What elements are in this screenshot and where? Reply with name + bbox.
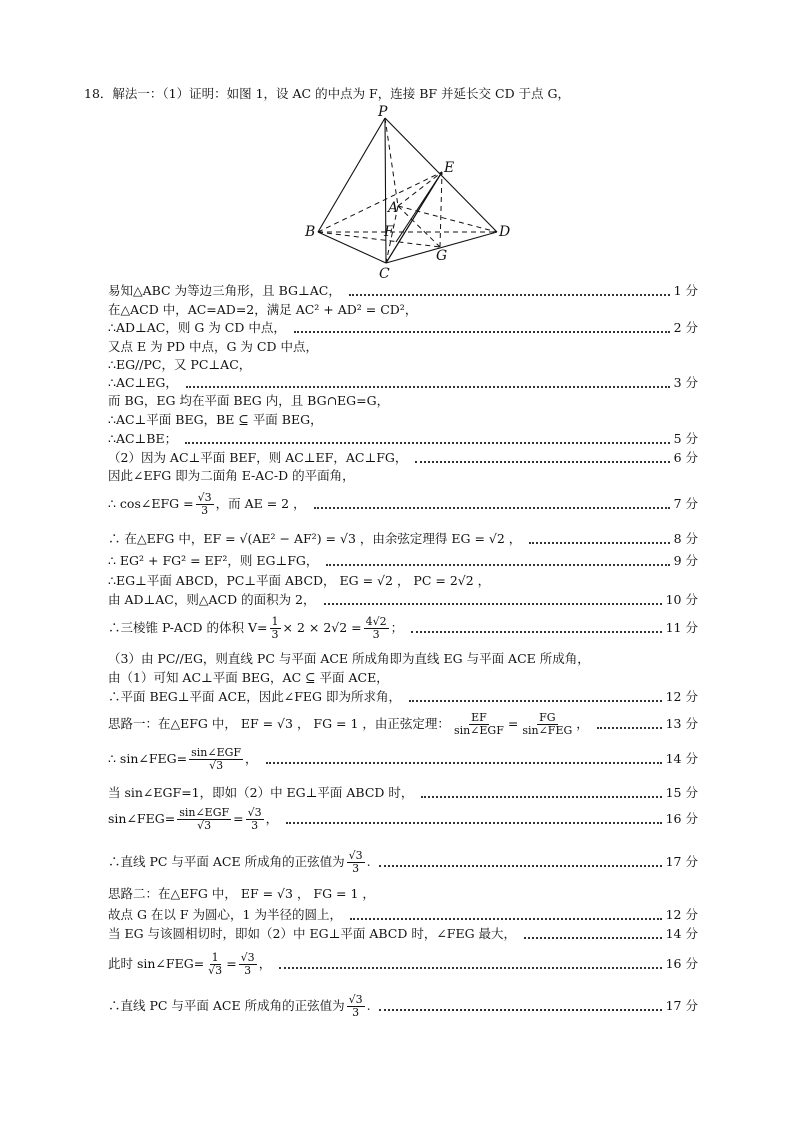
solution-line: 又点 E 为 PD 中点，G 为 CD 中点， xyxy=(108,339,318,354)
solution-line: 由（1）可知 AC⊥平面 BEG，AC ⊆ 平面 ACE， xyxy=(108,670,389,685)
solution-line: sin∠FEG= $\frac{\text{sin∠EGF}}{√3}$ = $\frac{√3}{3}$ ， 16 分 xyxy=(108,805,698,832)
fraction: $\frac{1}{3}$ xyxy=(271,614,279,641)
solution-line: ∴AD⊥AC，则 G 为 CD 中点， 2 分 xyxy=(108,320,698,335)
fraction: $\frac{1}{√3}$ xyxy=(208,950,223,977)
label-D: D xyxy=(499,224,511,240)
label-B: B xyxy=(305,224,316,240)
solution-line: 因此∠EFG 即为二面角 E-AC-D 的平面角， xyxy=(108,468,355,483)
solution-line: （3）由 PC//EG，则直线 PC 与平面 ACE 所成角即为直线 EG 与平面 ACE 所成角， xyxy=(108,651,590,666)
solution-line: ∴AC⊥BE； 5 分 xyxy=(108,431,698,446)
score: 12 分 xyxy=(665,907,698,922)
fraction: $\frac{√3}{3}$ xyxy=(247,805,262,832)
solution-line: ∴EG//PC，又 PC⊥AC， xyxy=(108,357,252,372)
leader-dots xyxy=(185,442,669,444)
label-G: G xyxy=(436,248,448,264)
solution-line: 易知△ABC 为等边三角形，且 BG⊥AC， 1 分 xyxy=(108,283,698,298)
score: 6 分 xyxy=(673,450,698,465)
fraction: $\frac{√3}{3}$ xyxy=(348,848,363,875)
leader-dots xyxy=(524,937,662,939)
label-C: C xyxy=(379,266,390,280)
leader-dots xyxy=(286,822,661,824)
leader-dots xyxy=(266,762,662,764)
score: 2 分 xyxy=(673,320,698,335)
leader-dots xyxy=(415,461,669,463)
score: 14 分 xyxy=(665,926,698,941)
leader-dots xyxy=(529,542,669,544)
score: 16 分 xyxy=(665,956,698,971)
score: 12 分 xyxy=(665,689,698,704)
solution-line: ∴ cos∠EFG = $\frac{√3}{3}$ ，而 AE = 2 ， 7 分 xyxy=(108,490,698,517)
score: 16 分 xyxy=(665,811,698,826)
score: 1 分 xyxy=(673,283,698,298)
solution-line: ∴EG⊥平面 ABCD，PC⊥平面 ABCD， EG = √2 ， PC = 2√2 ， xyxy=(108,573,491,588)
leader-dots xyxy=(349,294,670,296)
leader-dots xyxy=(279,967,661,969)
solution-line: ∴直线 PC 与平面 ACE 所成角的正弦值为 $\frac{√3}{3}$ . 17 分 xyxy=(108,992,698,1019)
score: 14 分 xyxy=(665,751,698,766)
label-E: E xyxy=(444,160,455,176)
leader-dots xyxy=(379,865,662,867)
score: 17 分 xyxy=(665,998,698,1013)
solution-line: 当 sin∠EGF=1，即如（2）中 EG⊥平面 ABCD 时， 15 分 xyxy=(108,785,698,800)
leader-dots xyxy=(314,507,670,509)
solution-line: 故点 G 在以 F 为圆心，1 为半径的圆上， 12 分 xyxy=(108,907,698,922)
score: 7 分 xyxy=(673,496,698,511)
solution-line: 而 BG，EG 均在平面 BEG 内，且 BG∩EG=G， xyxy=(108,393,390,408)
score: 5 分 xyxy=(673,431,698,446)
leader-dots xyxy=(350,918,662,920)
fraction: $\frac{√3}{3}$ xyxy=(240,950,255,977)
solution-line: 在△ACD 中，AC=AD=2，满足 AC² + AD² = CD²， xyxy=(108,302,418,317)
fraction: $\frac{\text{sin∠EGF}}{√3}$ xyxy=(191,745,242,772)
leader-dots xyxy=(411,631,661,633)
problem-header xyxy=(84,86,570,102)
fraction: $\frac{√3}{3}$ xyxy=(348,992,363,1019)
fraction: $\frac{EF}{\text{sin∠EGF}}$ xyxy=(453,710,504,737)
solution-line: ∴AC⊥平面 BEG，BE ⊆ 平面 BEG， xyxy=(108,412,323,427)
solution-line: ∴ EG² + FG² = EF²，则 EG⊥FG， 9 分 xyxy=(108,553,698,568)
leader-dots xyxy=(326,564,669,566)
solution-line: ∴ sin∠FEG= $\frac{\text{sin∠EGF}}{√3}$ ， 14 分 xyxy=(108,745,698,772)
label-A: A xyxy=(388,200,399,216)
solution-line: 当 EG 与该圆相切时，即如（2）中 EG⊥平面 ABCD 时，∠FEG 最大， 14 分 xyxy=(108,926,698,941)
label-P: P xyxy=(378,104,388,120)
solution-line: ∴AC⊥EG， 3 分 xyxy=(108,375,698,390)
solution-line: （2）因为 AC⊥平面 BEF，则 AC⊥EF，AC⊥FG， 6 分 xyxy=(108,450,698,465)
header-text: 18．解法一：（1）证明：如图 1，设 AC 的中点为 F，连接 BF 并延长交 CD 于点 G， xyxy=(84,86,571,101)
leader-dots xyxy=(597,727,662,729)
solution-line: ∴平面 BEG⊥平面 ACE，因此∠FEG 即为所求角， 12 分 xyxy=(108,689,698,704)
leader-dots xyxy=(324,603,662,605)
score: 13 分 xyxy=(665,716,698,731)
score: 10 分 xyxy=(665,592,698,607)
solution-line: 此时 sin∠FEG= $\frac{1}{√3}$ = $\frac{√3}{3}$ ， 16 分 xyxy=(108,950,698,977)
fraction: $\frac{√3}{3}$ xyxy=(197,490,212,517)
leader-dots xyxy=(379,1009,662,1011)
score: 8 分 xyxy=(673,531,698,546)
score: 15 分 xyxy=(665,785,698,800)
solution-line: 由 AD⊥AC，则△ACD 的面积为 2， 10 分 xyxy=(108,592,698,607)
score: 9 分 xyxy=(673,553,698,568)
fraction: $\frac{\text{sin∠EGF}}{√3}$ xyxy=(179,805,230,832)
solution-line: 思路二：在△EFG 中， EF = √3 ， FG = 1 ， xyxy=(108,886,375,901)
score: 3 分 xyxy=(673,375,698,390)
pyramid-figure xyxy=(300,104,530,280)
fraction: $\frac{4√2}{3}$ xyxy=(365,614,387,641)
solution-line: 思路一：在△EFG 中， EF = √3 ， FG = 1 ，由正弦定理： $\frac{EF}{\text{sin∠EGF}}$ = $\frac{FG}{\text{sin∠FEG}}$ ， 13 分 xyxy=(108,710,698,737)
leader-dots xyxy=(294,331,670,333)
score: 11 分 xyxy=(665,620,698,635)
solution-line: ∴ 在△EFG 中，EF = √(AE² − AF²) = √3 ，由余弦定理得 EG = √2 ， 8 分 xyxy=(108,531,698,546)
solution-line: ∴三棱锥 P-ACD 的体积 V= $\frac{1}{3}$ × 2 × 2√2 = $\frac{4√2}{3}$ ； 11 分 xyxy=(108,614,698,641)
score: 17 分 xyxy=(665,854,698,869)
solution-line: ∴直线 PC 与平面 ACE 所成角的正弦值为 $\frac{√3}{3}$ . 17 分 xyxy=(108,848,698,875)
fraction: $\frac{FG}{\text{sin∠FEG}}$ xyxy=(522,710,573,737)
leader-dots xyxy=(409,700,662,702)
leader-dots xyxy=(186,386,670,388)
leader-dots xyxy=(421,796,661,798)
label-F: F xyxy=(384,224,394,240)
